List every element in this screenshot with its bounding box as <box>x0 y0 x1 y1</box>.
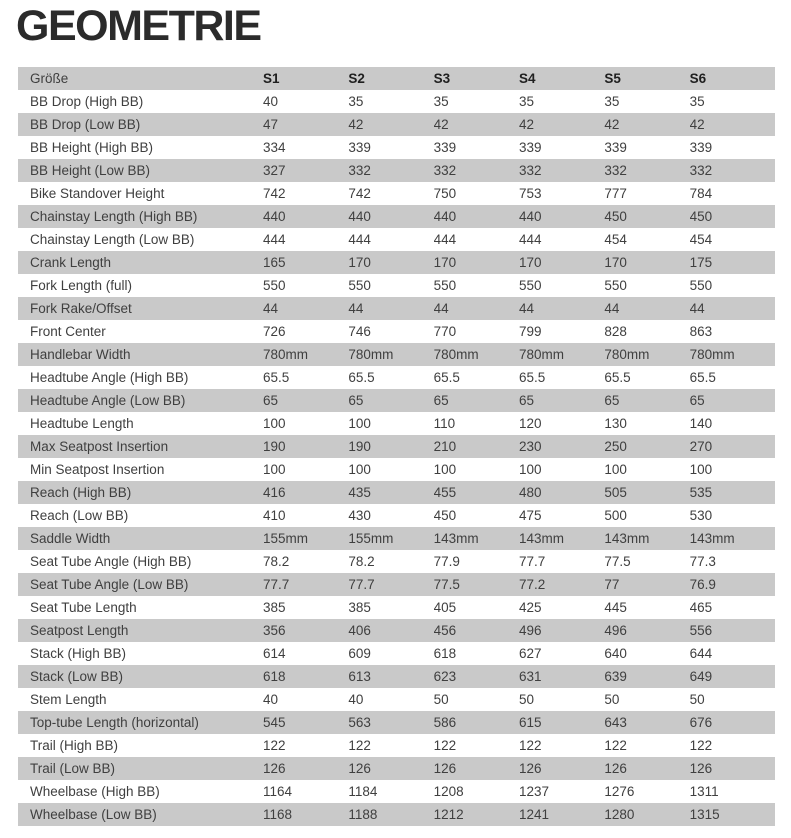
cell-value: 78.2 <box>348 554 375 569</box>
cell-value: 627 <box>518 646 542 661</box>
header-size-s2: S2 <box>348 67 433 90</box>
cell-value: 649 <box>690 665 775 688</box>
table-row <box>18 757 775 780</box>
table-row <box>18 734 775 757</box>
table-row <box>18 527 775 550</box>
cell-value: 122 <box>348 738 371 753</box>
cell-value: 405 <box>433 600 457 615</box>
cell-value: 143mm <box>604 527 689 550</box>
row-label: Front Center <box>30 324 106 339</box>
cell-value: 676 <box>690 711 775 734</box>
cell-value: 126 <box>519 757 604 780</box>
row-label: Seat Tube Angle (High BB) <box>30 554 192 569</box>
cell-value: 44 <box>263 297 348 320</box>
cell-value: 270 <box>690 435 775 458</box>
row-label: BB Drop (Low BB) <box>18 113 263 136</box>
table-row <box>18 136 775 159</box>
row-label: Crank Length <box>18 251 263 274</box>
cell-value: 77.9 <box>433 554 460 569</box>
cell-value: 550 <box>689 278 713 293</box>
cell-value: 618 <box>433 646 457 661</box>
cell-value: 530 <box>689 508 713 523</box>
cell-value: 609 <box>348 646 371 661</box>
cell-value: 339 <box>689 140 713 155</box>
cell-value: 440 <box>263 205 348 228</box>
cell-value: 40 <box>263 94 279 109</box>
row-label: Fork Rake/Offset <box>18 297 263 320</box>
cell-value: 332 <box>519 159 604 182</box>
cell-value: 586 <box>434 711 519 734</box>
cell-value: 77 <box>604 573 689 596</box>
row-label: Seatpost Length <box>18 619 263 642</box>
cell-value: 332 <box>348 159 433 182</box>
cell-value: 44 <box>348 297 433 320</box>
cell-value: 120 <box>518 416 542 431</box>
cell-value: 1237 <box>518 784 550 799</box>
cell-value: 122 <box>689 738 713 753</box>
table-row <box>18 688 775 711</box>
cell-value: 742 <box>348 186 371 201</box>
row-label: Top-tube Length (horizontal) <box>18 711 263 734</box>
table-row <box>18 780 775 803</box>
table-row <box>18 458 775 481</box>
cell-value: 126 <box>690 757 775 780</box>
row-label: BB Height (High BB) <box>30 140 154 155</box>
cell-value: 65 <box>434 389 519 412</box>
table-row <box>18 228 775 251</box>
cell-value: 1164 <box>263 784 293 799</box>
header-size-s1: S1 <box>263 67 348 90</box>
cell-value: 100 <box>433 462 457 477</box>
table-row <box>18 274 775 297</box>
cell-value: 444 <box>263 232 286 247</box>
table-row <box>18 803 775 826</box>
cell-value: 100 <box>348 462 371 477</box>
cell-value: 550 <box>604 278 627 293</box>
row-label: Stack (High BB) <box>30 646 127 661</box>
table-row <box>18 366 775 389</box>
cell-value: 42 <box>348 113 433 136</box>
cell-value: 780mm <box>263 343 348 366</box>
cell-value: 65 <box>348 389 433 412</box>
cell-value: 65.5 <box>689 370 716 385</box>
cell-value: 780mm <box>434 343 519 366</box>
cell-value: 143mm <box>690 527 775 550</box>
page-title: GEOMETRIE <box>16 2 261 50</box>
cell-value: 42 <box>434 113 519 136</box>
cell-value: 1188 <box>348 803 433 826</box>
cell-value: 143mm <box>519 527 604 550</box>
cell-value: 425 <box>518 600 542 615</box>
cell-value: 40 <box>348 692 364 707</box>
cell-value: 76.9 <box>690 573 775 596</box>
cell-value: 1212 <box>434 803 519 826</box>
cell-value: 450 <box>433 508 457 523</box>
cell-value: 65.5 <box>348 370 375 385</box>
cell-value: 440 <box>434 205 519 228</box>
cell-value: 143mm <box>434 527 519 550</box>
cell-value: 416 <box>263 481 348 504</box>
cell-value: 35 <box>518 94 535 109</box>
row-label: Max Seatpost Insertion <box>18 435 263 458</box>
cell-value: 77.2 <box>519 573 604 596</box>
cell-value: 631 <box>519 665 604 688</box>
cell-value: 77.5 <box>604 554 631 569</box>
cell-value: 828 <box>604 324 627 339</box>
row-label: Handlebar Width <box>18 343 263 366</box>
cell-value: 35 <box>689 94 705 109</box>
cell-value: 450 <box>604 205 689 228</box>
cell-value: 450 <box>690 205 775 228</box>
cell-value: 130 <box>604 416 627 431</box>
cell-value: 545 <box>263 711 348 734</box>
cell-value: 250 <box>604 435 689 458</box>
cell-value: 1168 <box>263 803 348 826</box>
cell-value: 65.5 <box>604 370 631 385</box>
row-label: Chainstay Length (High BB) <box>18 205 263 228</box>
cell-value: 1241 <box>519 803 604 826</box>
cell-value: 753 <box>518 186 542 201</box>
cell-value: 770 <box>433 324 457 339</box>
cell-value: 155mm <box>348 527 433 550</box>
geometry-table <box>18 67 775 826</box>
cell-value: 563 <box>348 711 433 734</box>
cell-value: 110 <box>433 416 456 431</box>
cell-value: 456 <box>434 619 519 642</box>
row-label: Reach (Low BB) <box>30 508 129 523</box>
cell-value: 784 <box>689 186 713 201</box>
cell-value: 327 <box>263 159 348 182</box>
cell-value: 65.5 <box>518 370 546 385</box>
header-size-s4: S4 <box>519 67 604 90</box>
header-size-s5: S5 <box>604 67 689 90</box>
cell-value: 332 <box>604 159 689 182</box>
cell-value: 623 <box>434 665 519 688</box>
cell-value: 35 <box>348 94 364 109</box>
cell-value: 42 <box>690 113 775 136</box>
cell-value: 190 <box>348 435 433 458</box>
cell-value: 100 <box>263 416 286 431</box>
row-label: Trail (High BB) <box>30 738 119 753</box>
cell-value: 454 <box>689 232 713 247</box>
cell-value: 780mm <box>519 343 604 366</box>
cell-value: 639 <box>604 665 689 688</box>
cell-value: 777 <box>604 186 627 201</box>
cell-value: 332 <box>434 159 519 182</box>
table-row <box>18 113 775 136</box>
cell-value: 190 <box>263 435 348 458</box>
table-row <box>18 320 775 343</box>
cell-value: 618 <box>263 665 348 688</box>
cell-value: 643 <box>604 711 689 734</box>
cell-value: 500 <box>604 508 627 523</box>
cell-value: 170 <box>604 251 689 274</box>
cell-value: 122 <box>604 738 627 753</box>
cell-value: 445 <box>604 600 627 615</box>
cell-value: 210 <box>434 435 519 458</box>
table-row <box>18 573 775 596</box>
cell-value: 496 <box>519 619 604 642</box>
cell-value: 863 <box>689 324 713 339</box>
row-label: Wheelbase (High BB) <box>30 784 160 799</box>
cell-value: 77.7 <box>518 554 546 569</box>
table-row <box>18 596 775 619</box>
row-label: Headtube Angle (High BB) <box>30 370 189 385</box>
cell-value: 505 <box>604 481 689 504</box>
table-row <box>18 159 775 182</box>
cell-value: 356 <box>263 619 348 642</box>
row-label: Wheelbase (Low BB) <box>18 803 263 826</box>
row-label: Min Seatpost Insertion <box>30 462 165 477</box>
cell-value: 550 <box>263 278 286 293</box>
row-label: Stack (Low BB) <box>18 665 263 688</box>
row-label: BB Drop (High BB) <box>30 94 144 109</box>
cell-value: 1315 <box>690 803 775 826</box>
cell-value: 640 <box>604 646 627 661</box>
cell-value: 615 <box>519 711 604 734</box>
row-label: Bike Standover Height <box>30 186 165 201</box>
cell-value: 170 <box>348 251 433 274</box>
cell-value: 614 <box>263 646 286 661</box>
table-row <box>18 297 775 320</box>
table-body <box>18 90 775 826</box>
cell-value: 550 <box>348 278 371 293</box>
cell-value: 65 <box>604 389 689 412</box>
cell-value: 175 <box>690 251 775 274</box>
table-row <box>18 251 775 274</box>
cell-value: 613 <box>348 665 433 688</box>
cell-value: 126 <box>434 757 519 780</box>
cell-value: 444 <box>433 232 457 247</box>
cell-value: 50 <box>604 692 620 707</box>
cell-value: 65 <box>690 389 775 412</box>
cell-value: 454 <box>604 232 627 247</box>
cell-value: 65.5 <box>433 370 460 385</box>
cell-value: 334 <box>263 140 286 155</box>
row-label: Chainstay Length (Low BB) <box>30 232 195 247</box>
cell-value: 50 <box>433 692 449 707</box>
cell-value: 742 <box>263 186 286 201</box>
cell-value: 1280 <box>604 803 689 826</box>
cell-value: 65 <box>519 389 604 412</box>
cell-value: 170 <box>519 251 604 274</box>
table-row <box>18 665 775 688</box>
cell-value: 126 <box>604 757 689 780</box>
row-label: Seat Tube Length <box>30 600 137 615</box>
cell-value: 385 <box>263 600 286 615</box>
cell-value: 100 <box>518 462 542 477</box>
cell-value: 155mm <box>263 527 348 550</box>
table-row <box>18 642 775 665</box>
cell-value: 65 <box>263 389 348 412</box>
cell-value: 77.5 <box>434 573 519 596</box>
cell-value: 77.7 <box>348 573 433 596</box>
cell-value: 550 <box>518 278 542 293</box>
cell-value: 780mm <box>690 343 775 366</box>
cell-value: 644 <box>689 646 713 661</box>
cell-value: 77.3 <box>689 554 716 569</box>
cell-value: 42 <box>604 113 689 136</box>
table-row <box>18 182 775 205</box>
header-size-label: Größe <box>18 67 263 90</box>
table-row <box>18 435 775 458</box>
row-label: Trail (Low BB) <box>18 757 263 780</box>
cell-value: 100 <box>263 462 286 477</box>
cell-value: 410 <box>263 508 286 523</box>
cell-value: 430 <box>348 508 371 523</box>
cell-value: 1208 <box>433 784 464 799</box>
cell-value: 480 <box>519 481 604 504</box>
cell-value: 126 <box>348 757 433 780</box>
cell-value: 556 <box>690 619 775 642</box>
cell-value: 165 <box>263 251 348 274</box>
header-row <box>18 67 775 90</box>
cell-value: 1276 <box>604 784 635 799</box>
row-label: Headtube Angle (Low BB) <box>18 389 263 412</box>
cell-value: 47 <box>263 113 348 136</box>
cell-value: 230 <box>519 435 604 458</box>
table-row <box>18 412 775 435</box>
cell-value: 726 <box>263 324 286 339</box>
cell-value: 100 <box>348 416 371 431</box>
cell-value: 35 <box>433 94 449 109</box>
cell-value: 170 <box>434 251 519 274</box>
cell-value: 1184 <box>348 784 378 799</box>
row-label: Stem Length <box>30 692 107 707</box>
cell-value: 78.2 <box>263 554 290 569</box>
cell-value: 406 <box>348 619 433 642</box>
cell-value: 444 <box>348 232 371 247</box>
table-row <box>18 619 775 642</box>
table-row <box>18 389 775 412</box>
cell-value: 122 <box>263 738 286 753</box>
row-label: Reach (High BB) <box>18 481 263 504</box>
cell-value: 444 <box>518 232 542 247</box>
cell-value: 77.7 <box>263 573 348 596</box>
cell-value: 746 <box>348 324 371 339</box>
cell-value: 100 <box>689 462 713 477</box>
cell-value: 385 <box>348 600 371 615</box>
table-row <box>18 205 775 228</box>
cell-value: 40 <box>263 692 279 707</box>
cell-value: 465 <box>689 600 713 615</box>
table-head <box>18 67 775 90</box>
row-label: BB Height (Low BB) <box>18 159 263 182</box>
header-size-s6: S6 <box>690 67 775 90</box>
table-row <box>18 481 775 504</box>
cell-value: 780mm <box>348 343 433 366</box>
cell-value: 50 <box>518 692 535 707</box>
cell-value: 750 <box>433 186 457 201</box>
table-row <box>18 550 775 573</box>
cell-value: 339 <box>433 140 457 155</box>
cell-value: 339 <box>348 140 371 155</box>
cell-value: 339 <box>604 140 627 155</box>
cell-value: 35 <box>604 94 620 109</box>
cell-value: 42 <box>519 113 604 136</box>
cell-value: 1311 <box>689 784 719 799</box>
cell-value: 44 <box>690 297 775 320</box>
cell-value: 140 <box>689 416 713 431</box>
cell-value: 44 <box>434 297 519 320</box>
cell-value: 100 <box>604 462 627 477</box>
cell-value: 122 <box>433 738 457 753</box>
cell-value: 44 <box>604 297 689 320</box>
row-label: Headtube Length <box>30 416 134 431</box>
cell-value: 44 <box>519 297 604 320</box>
cell-value: 122 <box>518 738 542 753</box>
header-size-s3: S3 <box>434 67 519 90</box>
table-row <box>18 711 775 734</box>
cell-value: 496 <box>604 619 689 642</box>
cell-value: 435 <box>348 481 433 504</box>
cell-value: 126 <box>263 757 348 780</box>
cell-value: 50 <box>689 692 705 707</box>
cell-value: 475 <box>518 508 542 523</box>
cell-value: 339 <box>518 140 542 155</box>
cell-value: 65.5 <box>263 370 290 385</box>
table-row <box>18 343 775 366</box>
cell-value: 440 <box>519 205 604 228</box>
row-label: Saddle Width <box>18 527 263 550</box>
cell-value: 440 <box>348 205 433 228</box>
row-label: Seat Tube Angle (Low BB) <box>18 573 263 596</box>
cell-value: 535 <box>690 481 775 504</box>
cell-value: 780mm <box>604 343 689 366</box>
cell-value: 550 <box>433 278 457 293</box>
row-label: Fork Length (full) <box>30 278 133 293</box>
cell-value: 455 <box>434 481 519 504</box>
cell-value: 799 <box>518 324 542 339</box>
table-row <box>18 504 775 527</box>
cell-value: 332 <box>690 159 775 182</box>
table-row <box>18 90 775 113</box>
